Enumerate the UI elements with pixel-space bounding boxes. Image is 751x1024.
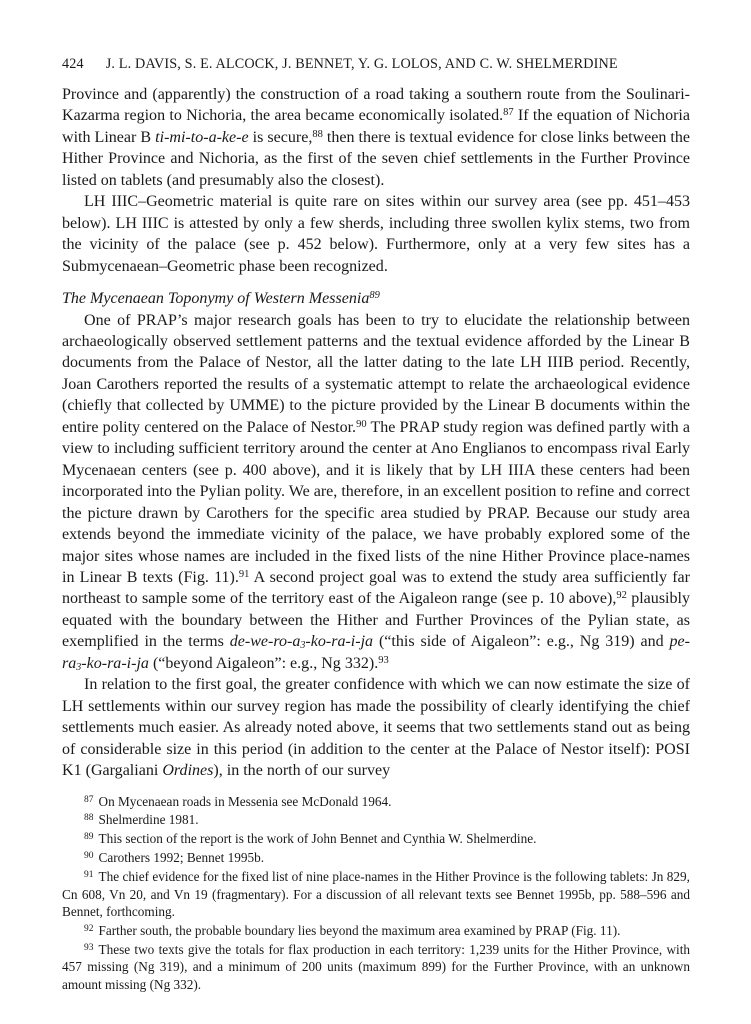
section-heading-text: The Mycenaean Toponymy of Western Messenia: [62, 290, 370, 308]
text-run: A second project goal was to extend the study area sufficiently far northeast to sample some of the territory east of the Aigaleon range (see p. 10 above),: [62, 568, 691, 608]
footnote: [62, 922, 690, 939]
text-run: plausibly equated with the boundary between the Hither and Further Provinces of the Pylian state, as exemplified in the terms: [62, 590, 690, 651]
linear-b-term: [230, 633, 373, 650]
main-text: [62, 84, 690, 782]
footnote-ref-90[interactable]: 90: [356, 418, 367, 430]
text-run: (“beyond Aigaleon”: e.g., Ng 332).: [148, 654, 379, 672]
footnote-number: 93: [84, 942, 94, 953]
footnote-text: Shelmerdine 1981.: [98, 812, 199, 828]
footnote-number: 92: [84, 923, 94, 934]
footnotes: [62, 793, 690, 993]
footnote-number: 87: [84, 794, 94, 805]
paragraph-1: [62, 84, 690, 191]
footnote-text: Carothers 1992; Bennet 1995b.: [98, 850, 265, 866]
running-header: [62, 56, 690, 73]
subscript: 3: [300, 640, 306, 652]
text-run: (“this side of Aigaleon”: e.g., Ng 319) and: [373, 633, 670, 651]
paragraph-2: LH IIIC–Geometric material is quite rare on sites within our survey area (see pp. 451–453 below). LH IIIC is attested by only a few sherds, including three swollen kylix stems, two from the vicinity of the palace (see p. 452 below). Furthermore, only at a very few sites has a Submycenaean–Geometric phase been recognized.: [62, 193, 690, 275]
text-run: pe-ra: [62, 633, 691, 672]
text-run: In relation to the first goal, the greater confidence with which we can now estimate the size of LH settlements within our survey region has made the possibility of clearly identifying the chief settlements much easier. As already noted above, it seems that two settlements stand out as being of considerable size in this period (in addition to the center at the Palace of Nestor itself): POSI K1 (Gargaliani: [62, 676, 690, 780]
subscript: 3: [76, 661, 82, 673]
text-run: -ko-ra-i-ja: [305, 633, 374, 651]
page: [62, 56, 690, 994]
footnote-ref-89[interactable]: 89: [369, 290, 380, 302]
page-number: 424: [62, 56, 84, 72]
text-run: de-we-ro-a: [229, 633, 301, 651]
footnote-ref-88[interactable]: 88: [312, 128, 323, 140]
footnote-ref-93[interactable]: 93: [378, 654, 389, 666]
text-run: -ko-ra-i-ja: [81, 654, 149, 672]
footnote-number: 90: [84, 851, 94, 862]
footnote: [62, 941, 690, 993]
footnote-text: On Mycenaean roads in Messenia see McDonald 1964.: [98, 793, 392, 809]
italic-term: Ordines: [162, 762, 214, 780]
paragraph-3: [62, 310, 690, 675]
text-run: The PRAP study region was defined partly with a view to including sufficient territory around the center at Ano Englianos to encompass rival Early Mycenaean centers (see p. 400 above), and it is likely that by LH IIIA these centers had been incorporated into the Pylian polity. We are, therefore, in an excellent position to refine and correct the picture drawn by Carothers for the specific area studied by PRAP. Because our study area extends beyond the immediate vicinity of the palace, we have probably explored some of the major sites whose names are included in the fixed lists of the nine Hither Province place-names in Linear B texts (Fig. 11).: [62, 418, 690, 586]
text-run: One of PRAP’s major research goals has been to try to elucidate the relationship between archaeologically observed settlement patterns and the textual evidence afforded by the Linear B documents from the Palace of Nestor, all the latter dating to the late LH IIIB period. Recently, Joan Carothers reported the results of a systematic attempt to relate the archaeological evidence (chiefly that collected by UMME) to the picture provided by the Linear B documents within the entire polity centered on the Palace of Nestor.: [62, 311, 690, 436]
footnote-ref-87[interactable]: 87: [503, 107, 514, 119]
text-run: ), in the north of our survey: [213, 762, 391, 780]
footnote-ref-91[interactable]: 91: [238, 568, 250, 580]
linear-b-term: ti-mi-to-a-ke-e: [155, 128, 249, 146]
footnote-text: Farther south, the probable boundary lies beyond the maximum area examined by PRAP (Fig. 11).: [98, 922, 621, 938]
footnote-number: 91: [84, 870, 94, 881]
footnote-number: 89: [84, 832, 94, 843]
footnote: [62, 849, 690, 866]
footnote-text: The chief evidence for the fixed list of nine place-names in the Hither Province is the following tablets: Jn 829, Cn 608, Vn 20, and Vn 19 (fragmentary). For a discussion of all relevant texts see Bennet 1995b, pp. 588–596 and Bennet, forthcoming.: [62, 869, 690, 919]
footnote: [62, 793, 690, 810]
text-run: then there is textual evidence for close links between the Hither Province and Nichoria, as the first of the seven chief settlements in the Further Province listed on tablets (and presumably also the closest).: [62, 128, 690, 189]
footnote: [62, 830, 690, 847]
running-header-authors: J. L. DAVIS, S. E. ALCOCK, J. BENNET, Y. G. LOLOS, AND C. W. SHELMERDINE: [105, 56, 618, 72]
paragraph-4: [62, 674, 690, 781]
text-run: Province and (apparently) the construction of a road taking a southern route from the Soulinari-Kazarma region to Nichoria, the area became economically isolated.: [62, 86, 690, 125]
footnote-text: These two texts give the totals for flax production in each territory: 1,239 units for the Hither Province, with 457 missing (Ng 319), and a minimum of 200 units (maximum 899) for the Further Province, with an unknown amount missing (Ng 332).: [62, 941, 690, 992]
footnote-text: This section of the report is the work of John Bennet and Cynthia W. Shelmerdine.: [98, 831, 537, 847]
footnote: [62, 811, 690, 828]
footnote: [62, 868, 690, 920]
footnote-ref-92[interactable]: 92: [616, 590, 627, 602]
text-run: is secure,: [248, 128, 313, 146]
text-run: If the equation of Nichoria with Linear B: [62, 107, 690, 146]
section-heading: [62, 288, 690, 309]
footnote-number: 88: [84, 813, 94, 824]
